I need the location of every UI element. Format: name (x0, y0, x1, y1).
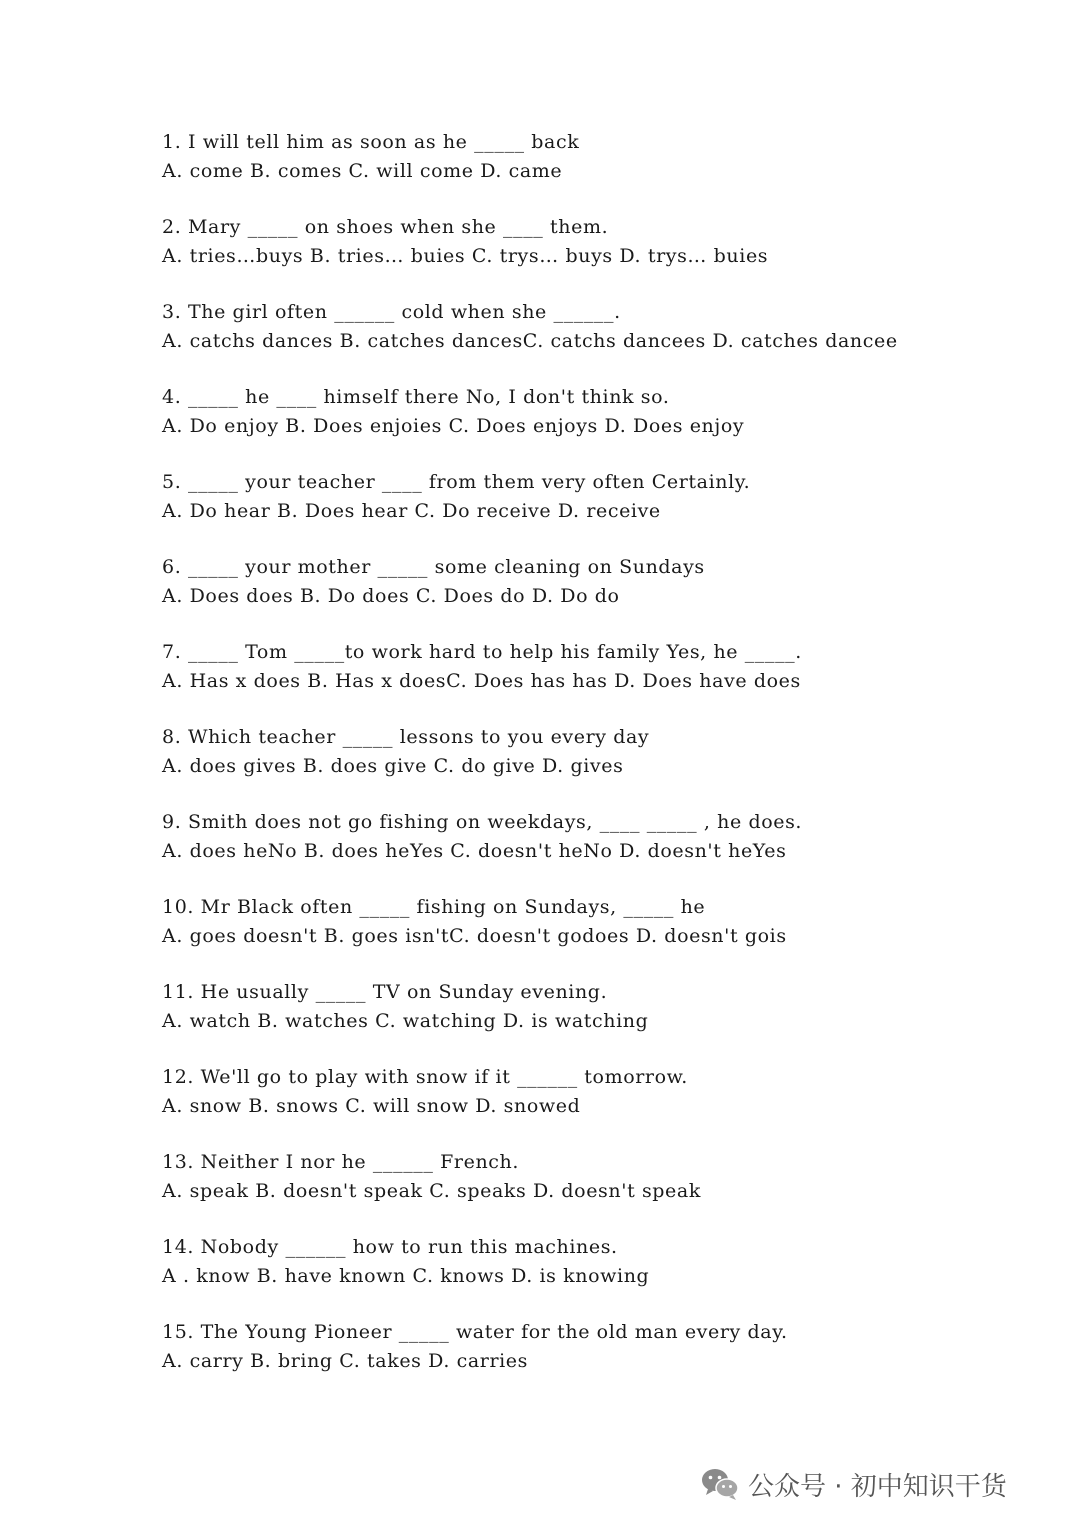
question-14 (162, 1233, 1042, 1318)
question-options: A. Does does B. Do does C. Does do D. Do do (162, 585, 620, 607)
question-options: A. Do enjoy B. Does enjoies C. Does enjoys D. Does enjoy (162, 415, 745, 437)
question-stem: 1. I will tell him as soon as he _____ back (162, 131, 580, 153)
question-13 (162, 1148, 1042, 1233)
question-stem: 14. Nobody ______ how to run this machines. (162, 1236, 618, 1258)
question-options: A. carry B. bring C. takes D. carries (162, 1350, 528, 1372)
question-stem: 13. Neither I nor he ______ French. (162, 1151, 520, 1173)
question-options: A. tries…buys B. tries… buies C. trys… buys D. trys… buies (162, 245, 769, 267)
question-stem: 11. He usually _____ TV on Sunday evening. (162, 981, 608, 1003)
question-10 (162, 893, 1042, 978)
question-options: A. Do hear B. Does hear C. Do receive D. receive (162, 500, 661, 522)
question-options: A. watch B. watches C. watching D. is watching (162, 1010, 649, 1032)
question-8 (162, 723, 1042, 808)
watermark-text: 公众号 · 初中知识干货 (748, 1471, 1007, 1502)
question-12 (162, 1063, 1042, 1148)
question-options: A. snow B. snows C. will snow D. snowed (162, 1095, 581, 1117)
question-stem: 7. _____ Tom _____to work hard to help his family Yes, he _____. (162, 641, 802, 663)
wechat-icon (700, 1466, 740, 1502)
question-stem: 8. Which teacher _____ lessons to you every day (162, 726, 650, 748)
question-3 (162, 298, 1042, 383)
question-stem: 6. _____ your mother _____ some cleaning on Sundays (162, 556, 705, 578)
question-9 (162, 808, 1042, 893)
question-stem: 10. Mr Black often _____ fishing on Sundays, _____ he (162, 896, 706, 918)
exercise-sheet (162, 128, 1042, 1403)
question-2 (162, 213, 1042, 298)
question-5 (162, 468, 1042, 553)
question-1 (162, 128, 1042, 213)
question-4 (162, 383, 1042, 468)
question-options: A. does gives B. does give C. do give D. gives (162, 755, 624, 777)
question-stem: 4. _____ he ____ himself there No, I don't think so. (162, 386, 670, 408)
question-stem: 2. Mary _____ on shoes when she ____ them. (162, 216, 609, 238)
question-11 (162, 978, 1042, 1063)
watermark-footer (700, 1460, 1007, 1508)
question-stem: 15. The Young Pioneer _____ water for the old man every day. (162, 1321, 788, 1343)
question-options: A. catchs dances B. catches dancesC. catchs dancees D. catches dancee (162, 330, 898, 352)
question-options: A . know B. have known C. knows D. is knowing (162, 1265, 650, 1287)
question-6 (162, 553, 1042, 638)
question-options: A. Has x does B. Has x doesC. Does has has D. Does have does (162, 670, 801, 692)
question-options: A. does heNo B. does heYes C. doesn't heNo D. doesn't heYes (162, 840, 787, 862)
question-stem: 3. The girl often ______ cold when she ______. (162, 301, 621, 323)
question-15 (162, 1318, 1042, 1403)
question-stem: 9. Smith does not go fishing on weekdays, ____ _____ , he does. (162, 811, 803, 833)
question-options: A. speak B. doesn't speak C. speaks D. doesn't speak (162, 1180, 701, 1202)
question-options: A. goes doesn't B. goes isn'tC. doesn't godoes D. doesn't gois (162, 925, 787, 947)
question-options: A. come B. comes C. will come D. came (162, 160, 563, 182)
question-stem: 12. We'll go to play with snow if it ______ tomorrow. (162, 1066, 688, 1088)
question-7 (162, 638, 1042, 723)
question-stem: 5. _____ your teacher ____ from them very often Certainly. (162, 471, 751, 493)
